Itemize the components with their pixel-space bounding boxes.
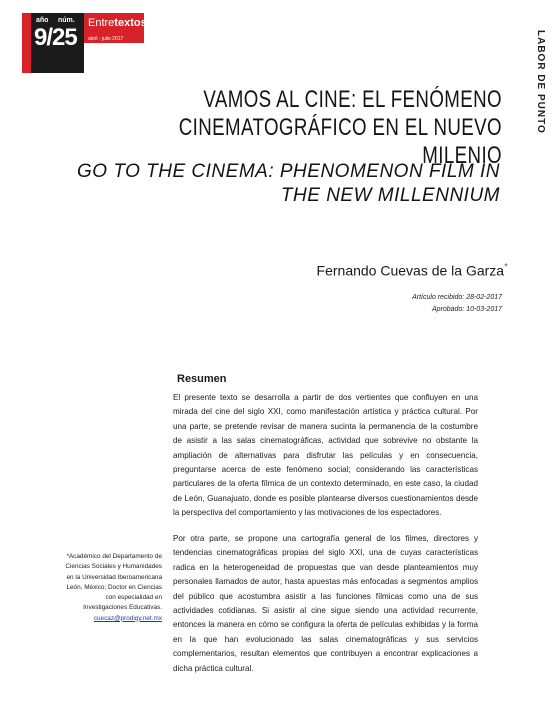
journal-logo-text xyxy=(88,17,147,29)
approved-date: Aprobado: 10-03-2017 xyxy=(431,306,502,313)
issn-tab xyxy=(22,13,31,73)
footnote-text: *Académico del Departamento de Ciencias Sociales y Humanidades en la Universidad Iberoamericana León, México; Doctor en Ciencias con especialidad en Investigaciones Educativas. xyxy=(65,553,162,612)
year-label: año xyxy=(36,17,49,24)
author-name: Fernando Cuevas de la Garza xyxy=(316,262,505,279)
author-footnote xyxy=(60,552,162,624)
abstract-paragraph-1: El presente texto se desarrolla a partir de dos vertientes que confluyen en una mirada del cine del siglo XXI, como manifestación artística y práctica cultural. Por una parte, se pretende revisar de manera sucinta la permanencia de la costumbre de asistir a las salas cinematográficas, actividad que sobrevive no obstante la ampliación de alternativas para disfrutar las películas y en consecuencia, preguntarse acerca de este fenómeno social; considerando las características particulares de la oferta fílmica de un contexto determinado, en este caso, la ciudad de León, Guanajuato, donde es posible plantearse diversos cuestionamientos desde la perspectiva del comportamiento y las motivaciones de los espectadores. xyxy=(173,393,478,518)
logo-right: textos xyxy=(114,17,147,29)
abstract-heading: Resumen xyxy=(177,373,227,385)
article-dates xyxy=(412,292,502,316)
number-label: núm. xyxy=(58,17,75,24)
article-title: VAMOS AL CINE: EL FENÓMENO CINEMATOGRÁFICO EN EL NUEVO MILENIO xyxy=(178,86,503,169)
author-email-link[interactable]: cuecaz@prodigy.net.mx xyxy=(93,614,162,622)
logo-left: Entre xyxy=(88,17,115,29)
abstract-paragraph-2: Por otra parte, se propone una cartografía general de los filmes, directores y tendencias cinematográficas propias del siglo XXI, una de cuyas características radica en la heterogeneidad de propuestas que van desde planteamientos muy personales llamados de autor, hasta apuestas más enfocadas a segmentos amplios del público que acostumbra asistir a las funciones fílmicas como una de sus actividades cotidianas. Si asistir al cine sigue siendo una actividad recurrente, entonces la manera en cómo se configura la oferta de películas exhibidas y la forma en la que han evolucionado las salas cinematográficas y sus servicios complementarios, resultan elementos que contribuyen a encontrar explicaciones a dicha práctica cultural. xyxy=(173,534,478,673)
author-footnote-mark: * xyxy=(504,262,508,273)
section-label: LABOR DE PUNTO xyxy=(535,30,546,134)
received-date: Artículo recibido: 28-02-2017 xyxy=(412,294,502,301)
issue-period: abril - julio 2017 xyxy=(88,36,124,42)
issn-label: ISSN: 2007-5316 xyxy=(13,14,18,48)
issue-number: 9/25 xyxy=(34,24,77,51)
author-line xyxy=(317,262,508,279)
article-title-english: GO TO THE CINEMA: PHENOMENON FILM IN THE NEW MILLENNIUM xyxy=(76,161,500,206)
